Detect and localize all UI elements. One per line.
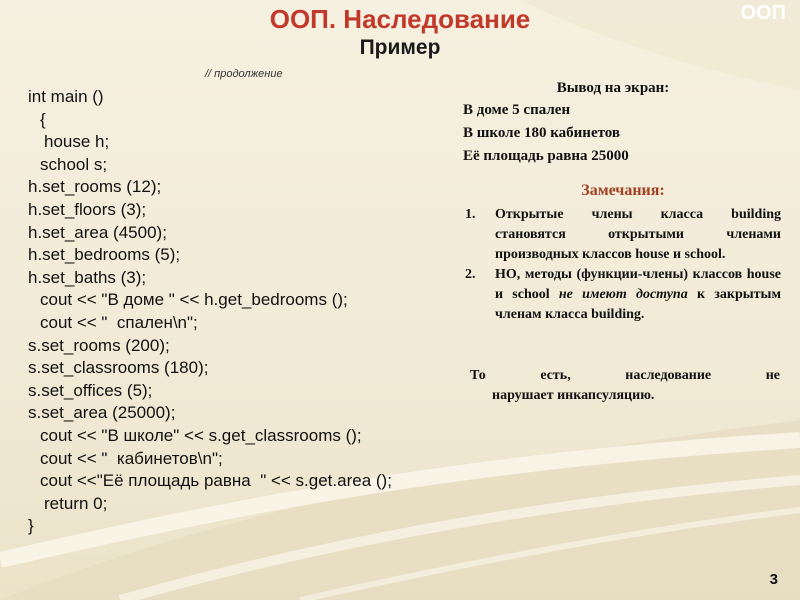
summary-word: есть, [540,368,571,383]
note-emphasis: не имеют доступа [558,287,688,302]
code-line: cout <<"Её площадь равна " << s.get.area (); [40,471,392,491]
code-line: school s; [40,154,108,174]
note-text: Открытые члены класса building становятся открытыми членами производных классов house и school. [495,207,781,262]
slide-title: ООП. Наследование [269,4,531,34]
notes-heading: Замечания: [581,182,665,199]
summary-text [470,366,780,406]
code-line: } [28,516,34,536]
note-text-part: к закрытым членам класса building. [495,287,782,322]
code-line: h.set_rooms (12); [28,177,162,197]
code-line: cout << " спален\n"; [40,312,198,332]
code-line: s.set_area (25000); [28,403,176,423]
code-line: s.set_classrooms (180); [28,358,209,378]
output-line: В доме 5 спален [463,102,571,118]
page-number: 3 [769,571,778,588]
note-number: 1. [465,207,476,222]
note-number: 2. [465,267,476,282]
code-comment: // продолжение [205,68,283,80]
code-line: cout << "В доме " << h.get_bedrooms (); [40,290,348,310]
code-line: cout << "В школе" << s.get_classrooms (); [40,425,362,445]
note-text [495,265,781,325]
output-heading: Вывод на экран: [556,80,670,96]
notes-list [463,205,781,325]
summary-line: нарушает инкапсуляцию. [492,388,655,403]
code-line: house h; [44,132,110,152]
code-line: { [40,109,46,129]
output-line: Её площадь равна 25000 [463,148,629,164]
summary-word: наследование [625,368,712,383]
output-line: В школе 180 кабинетов [463,125,620,141]
code-line: h.set_bedrooms (5); [28,245,181,265]
code-line: return 0; [44,493,108,513]
slide-subtitle: Пример [359,36,441,59]
code-line: s.set_rooms (200); [28,335,170,355]
output-panel [463,80,783,168]
summary-line [470,366,780,386]
code-line: h.set_area (4500); [28,222,167,242]
code-line: h.set_baths (3); [28,267,147,287]
code-line: h.set_floors (3); [28,199,147,219]
oop-badge: ООП [740,2,786,24]
code-block [28,86,392,538]
code-line: s.set_offices (5); [28,380,153,400]
note-item [463,265,781,325]
code-line: cout << " кабинетов\n"; [40,448,223,468]
summary-word: не [765,368,780,383]
note-text-part: НО, методы (функции-члены) классов house и school [495,267,781,302]
code-line: int main () [28,87,104,106]
note-item [463,205,781,265]
summary-word: То [470,368,486,383]
